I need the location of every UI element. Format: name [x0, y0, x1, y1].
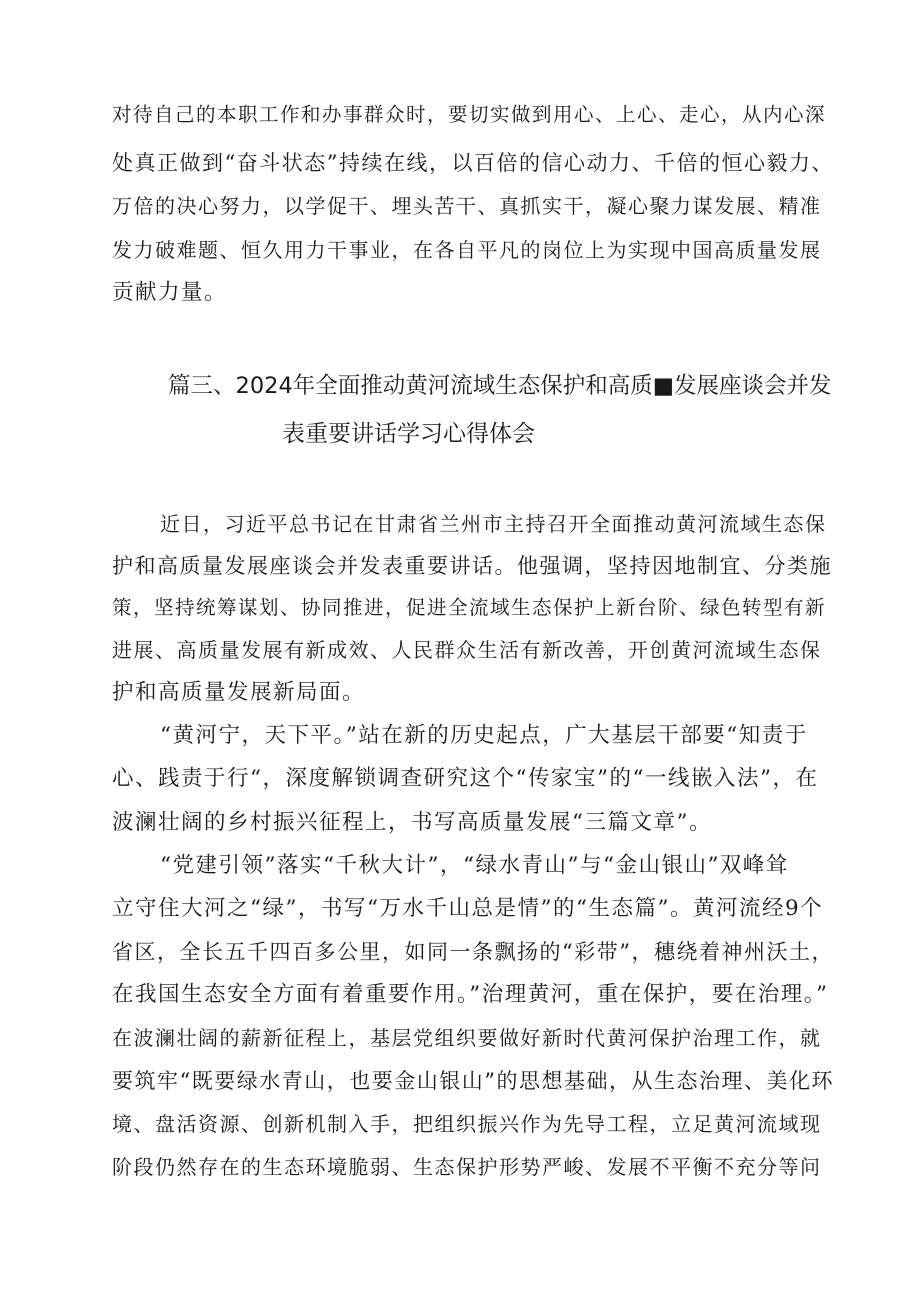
text-line: 要筑牢“既要绿水青山，也要金山银山”的思想基础，从生态治理、美化环 [112, 1069, 834, 1093]
text-line: 万倍的决心努力，以学促干、埋头苦干、真抓实干，凝心聚力谋发展、精准 [112, 194, 822, 218]
text-line: 护和高质量发展座谈会并发表重要讲话。他强调，坚持因地制宜、分类施 [112, 554, 832, 578]
text-line: 波澜壮阔的乡村振兴征程上，书写高质量发展“三篇文章”。 [112, 810, 712, 835]
text-line: 发力破难题、恒久用力干事业，在各自平凡的岗位上为实现中国高质量发展 [112, 238, 822, 262]
text-line: 境、盘活资源、创新机制入手，把组织振兴作为先导工程，立足黄河流域现 [112, 1112, 822, 1136]
text-line: 进展、高质量发展有新成效、人民群众生活有新改善，开创黄河流域生态保 [112, 638, 822, 662]
section-heading-line-1: 篇三、2024年全面推动黄河流域生态保护和高质■发展座谈会并发 [168, 373, 832, 399]
text-line: 立守住大河之“绿”，书写“万水千山总是情”的“生态篇”。黄河流经9个 [112, 896, 824, 921]
text-line: 在波澜壮阔的薪新征程上，基层党组织要做好新时代黄河保护治理工作，就 [112, 1026, 822, 1050]
text-line: 省区，全长五千四百多公里，如同一条飘扬的“彩带”，穗绕着神州沃土， [112, 940, 834, 964]
text-line: “党建引领”落实“千秋大计”，“绿水青山”与“金山银山”双峰耸 [160, 853, 789, 878]
text-line: 在我国生态安全方面有着重要作用。”治理黄河，重在保护，要在治理。” [112, 982, 829, 1007]
text-line: 心、践责于行“，深度解锁调查研究这个“传家宝”的“一线嵌入法”，在 [112, 766, 819, 791]
text-line: 贡献力量。 [112, 280, 228, 305]
section-heading-line-2: 表重要讲话学习心得体会 [282, 421, 535, 447]
text-line: 阶段仍然存在的生态环境脆弱、生态保护形势严峻、发展不平衡不充分等问 [112, 1155, 822, 1179]
text-line: 护和高质量发展新局面。 [112, 680, 366, 705]
text-line: 对待自己的本职工作和办事群众时，要切实做到用心、上心、走心，从内心深 [112, 103, 827, 126]
text-line: 近日，习近平总书记在甘肃省兰州市主持召开全面推动黄河流域生态保 [160, 512, 827, 536]
text-line: “黄河宁，天下平。”站在新的历史起点，广大基层干部要“知责于 [160, 723, 808, 748]
text-line: 策，坚持统筹谋划、协同推进，促进全流域生态保护上新台阶、绿色转型有新 [112, 596, 827, 619]
text-line: 处真正做到“奋斗状态”持续在线，以百倍的信心动力、千倍的恒心毅力、 [112, 151, 834, 175]
